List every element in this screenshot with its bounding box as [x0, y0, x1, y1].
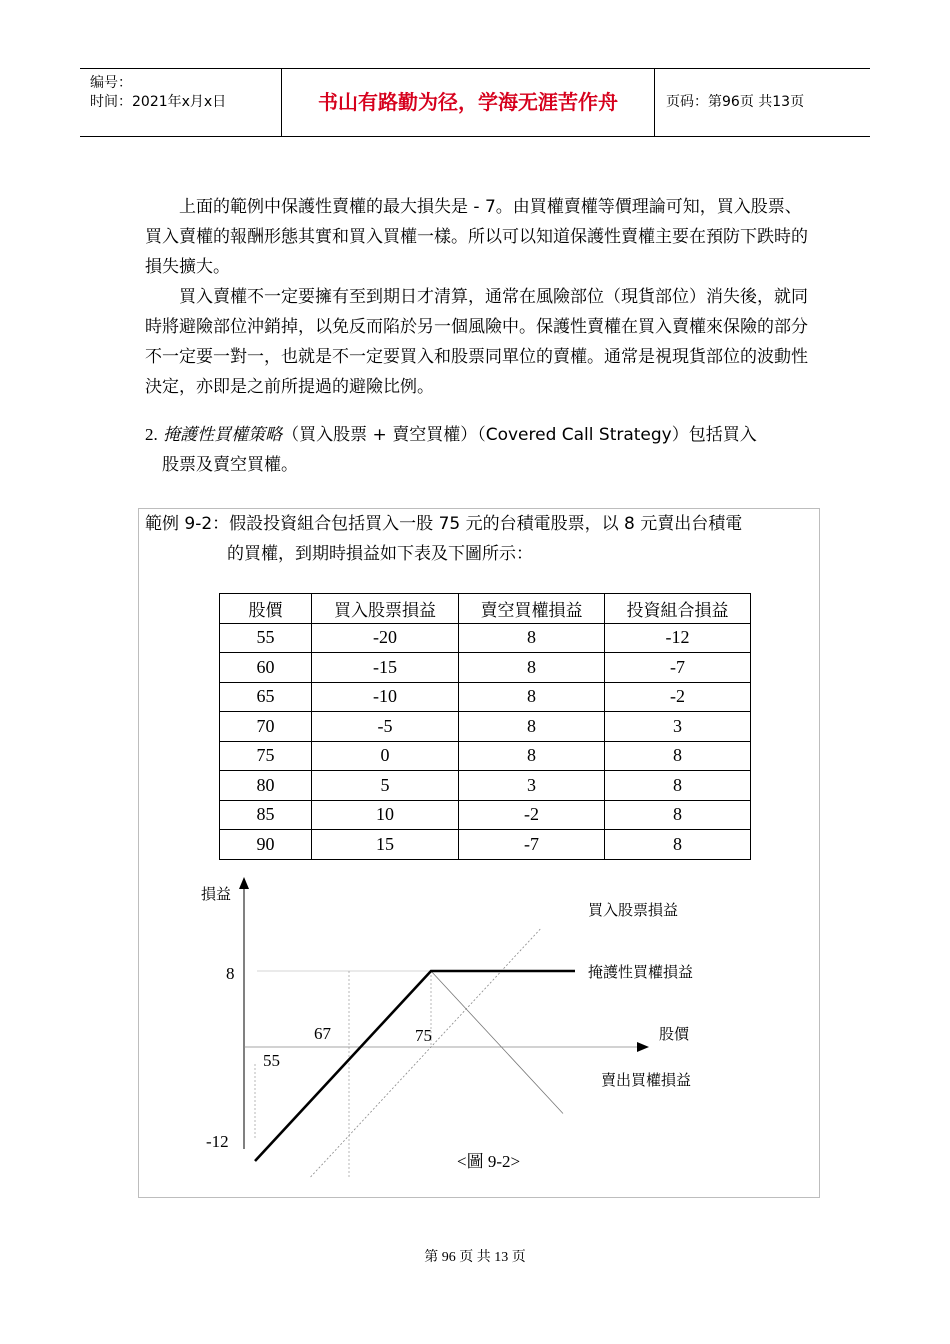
- table-header: 賣空買權損益: [459, 594, 605, 624]
- table-cell: -2: [459, 800, 605, 830]
- table-header: 股價: [220, 594, 312, 624]
- x-axis-arrow: [637, 1042, 649, 1052]
- payoff-chart: [139, 869, 819, 1195]
- profit-loss-table: [219, 593, 751, 860]
- table-cell: 8: [605, 771, 751, 801]
- y-axis-label: 損益: [201, 887, 232, 903]
- table-cell: 75: [220, 741, 312, 771]
- section-line-1: [145, 420, 810, 450]
- table-row: [220, 653, 751, 683]
- stock-payoff-line: [311, 929, 541, 1177]
- section-number: 2.: [145, 425, 158, 444]
- y-axis-arrow: [239, 877, 249, 889]
- header-meta: [80, 69, 280, 136]
- header-motto: 书山有路勤为径，学海无涯苦作舟: [281, 69, 655, 136]
- example-line-1: 範例 9-2：假設投資組合包括買入一股 75 元的台積電股票，以 8 元賣出台積電: [145, 514, 743, 534]
- table-row: [220, 682, 751, 712]
- table-cell: 8: [605, 800, 751, 830]
- table-cell: 80: [220, 771, 312, 801]
- table-cell: 8: [459, 623, 605, 653]
- label-covered-call: 掩護性買權損益: [588, 965, 694, 981]
- table-cell: -2: [605, 682, 751, 712]
- table-cell: 8: [459, 741, 605, 771]
- annotation-x75: 75: [415, 1026, 432, 1045]
- annotation-y-neg12: -12: [206, 1132, 229, 1151]
- table-cell: 8: [605, 830, 751, 860]
- label-short-call: 賣出買權損益: [601, 1073, 692, 1089]
- section-title: 掩護性買權策略: [163, 425, 283, 445]
- time-label: 时间：2021年x月x日: [90, 94, 227, 110]
- table-row: [220, 712, 751, 742]
- table-cell: -7: [605, 653, 751, 683]
- table-cell: 8: [605, 741, 751, 771]
- table-header: 投資組合損益: [605, 594, 751, 624]
- annotation-y8: 8: [226, 964, 235, 983]
- table-row: [220, 800, 751, 830]
- annotation-x67: 67: [314, 1024, 331, 1043]
- table-cell: 8: [459, 653, 605, 683]
- short-call-payoff-line: [431, 971, 563, 1114]
- page-header: [80, 68, 870, 137]
- x-axis-label: 股價: [659, 1027, 690, 1043]
- header-page-info: 页码：第96页 共13页: [666, 94, 805, 110]
- table-header: 買入股票損益: [312, 594, 459, 624]
- table-cell: 90: [220, 830, 312, 860]
- example-box: [138, 508, 820, 1198]
- table-cell: 8: [459, 682, 605, 712]
- table-cell: -7: [459, 830, 605, 860]
- figure-caption: <圖 9-2>: [457, 1152, 521, 1171]
- paragraph-2: 買入賣權不一定要擁有至到期日才清算，通常在風險部位（現貨部位）消失後，就同時將避險部位沖銷掉，以免反而陷於另一個風險中。保護性賣權在買入賣權來保險的部分不一定要一對一，也就是不一定要買入和股票同單位的賣權。通常是視現貨部位的波動性決定，亦即是之前所提過的避險比例。: [145, 287, 808, 397]
- section-rest-2: 股票及賣空買權。: [162, 455, 298, 475]
- example-line-2: 的買權，到期時損益如下表及下圖所示：: [227, 544, 533, 564]
- label-stock: 買入股票損益: [588, 903, 679, 919]
- section-2: [145, 420, 810, 480]
- number-label: 编号：: [90, 75, 132, 91]
- table-cell: -20: [312, 623, 459, 653]
- table-cell: 3: [459, 771, 605, 801]
- table-cell: 70: [220, 712, 312, 742]
- table-cell: 0: [312, 741, 459, 771]
- annotation-x55: 55: [263, 1051, 280, 1070]
- table-cell: 5: [312, 771, 459, 801]
- table-cell: 3: [605, 712, 751, 742]
- table-cell: 8: [459, 712, 605, 742]
- table-header-row: [220, 594, 751, 624]
- table-cell: 55: [220, 623, 312, 653]
- table-row: [220, 830, 751, 860]
- covered-call-payoff-line: [255, 971, 575, 1161]
- page-footer: 第 96 页 共 13 页: [424, 1250, 526, 1265]
- table-cell: 65: [220, 682, 312, 712]
- table-cell: -15: [312, 653, 459, 683]
- table-cell: -10: [312, 682, 459, 712]
- paragraph-1: 上面的範例中保護性賣權的最大損失是 - 7。由買權賣權等價理論可知，買入股票、買入賣權的報酬形態其實和買入買權一樣。所以可以知道保護性賣權主要在預防下跌時的損失擴大。: [145, 197, 808, 277]
- table-row: [220, 771, 751, 801]
- body-text: [145, 192, 810, 402]
- table-cell: -12: [605, 623, 751, 653]
- table-cell: 85: [220, 800, 312, 830]
- table-cell: 60: [220, 653, 312, 683]
- section-rest-1: （買入股票 + 賣空買權）（Covered Call Strategy）包括買入: [282, 425, 757, 445]
- table-cell: 10: [312, 800, 459, 830]
- table-cell: 15: [312, 830, 459, 860]
- table-row: [220, 623, 751, 653]
- table-row: [220, 741, 751, 771]
- table-cell: -5: [312, 712, 459, 742]
